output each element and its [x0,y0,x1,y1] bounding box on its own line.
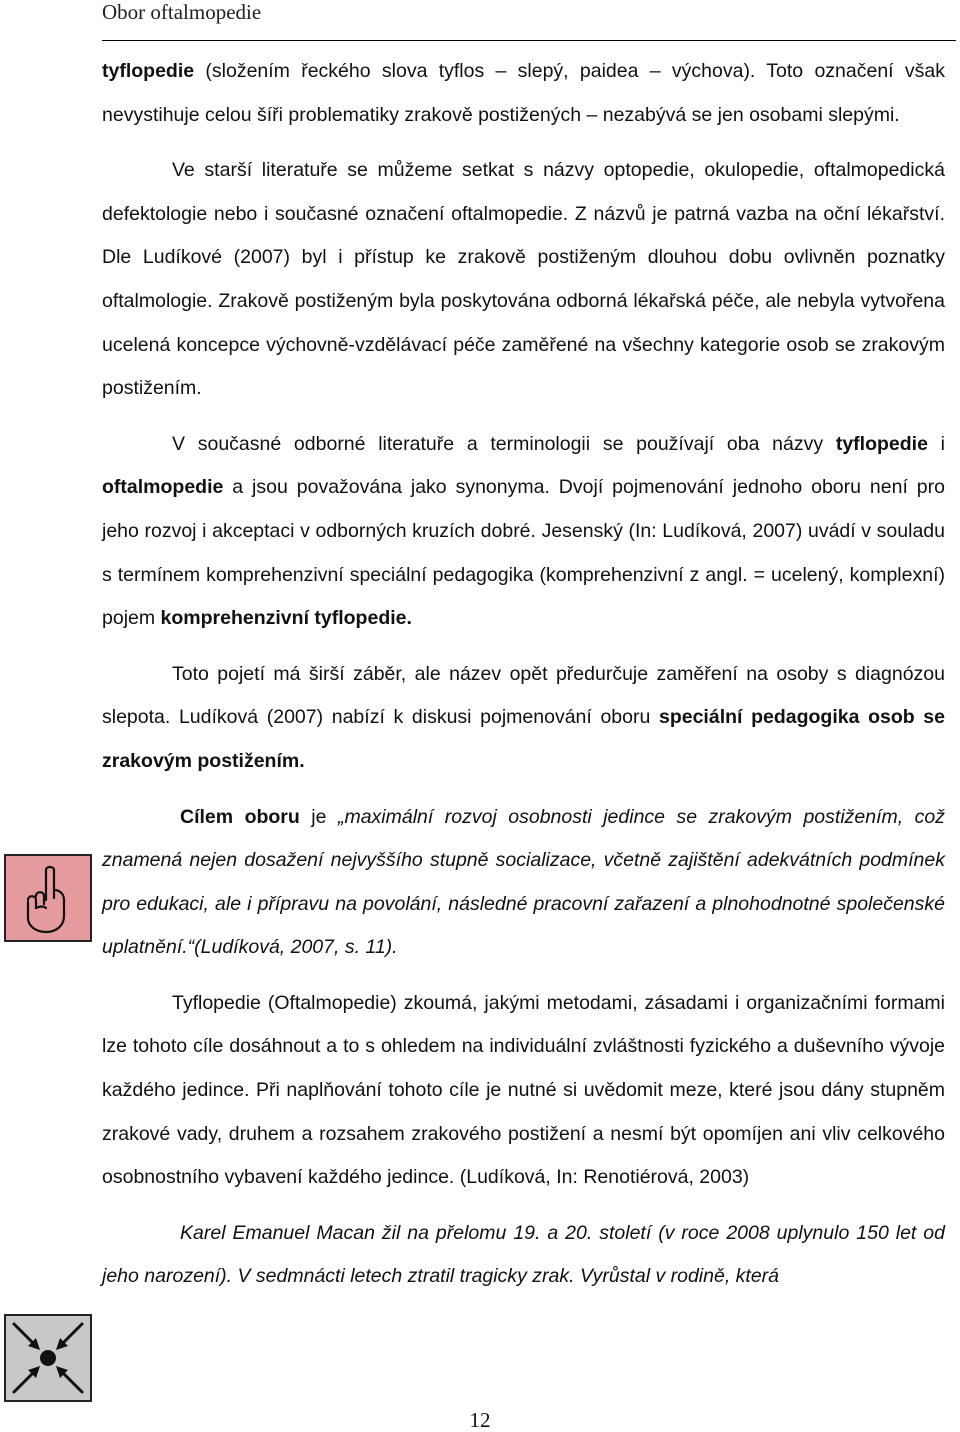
header-title: Obor oftalmopedie [102,0,262,24]
focus-arrows-icon [4,1314,92,1402]
paragraph-terminology [102,423,945,641]
goal-quote: „maximální rozvoj osobnosti jedince se zrakovým postižením, což znamená nejen dosažení nejvyššího stupně socializace, včetně zajištění adekvátních podmínek pro edukaci, ale i přípravu na povolání, následné pracovní zařazení a plnohodnotné společenské uplatnění.“(Ludíková, 2007, s. 11). [102,805,945,959]
term-oftalmopedie: oftalmopedie [102,476,224,499]
page-header [102,0,956,41]
paragraph-tyflopedie [102,50,945,137]
pointing-hand-icon [4,854,92,942]
term-specialni-pedagogika: speciální pedagogika osob se zrakovým postižením. [102,706,945,772]
page-number: 12 [469,1408,491,1432]
paragraph-scope [102,653,945,784]
paragraph-text: (složením řeckého slova tyflos – slepý, paidea – výchova). Toto označení však nevystihuje celou šíři problematiky zrakově postižených – nezabývá se jen osobami slepými. [102,60,945,126]
text: a jsou považována jako synonyma. Dvojí pojmenování jednoho oboru není pro jeho rozvoj i akceptaci v odborných kruzích dobré. Jesenský (In: Ludíková, 2007) uvádí v souladu s termínem komprehenzivní speciální pedagogika (komprehenzivní z angl. = ucelený, komplexní) pojem [102,476,945,630]
text: Toto pojetí má širší záběr, ale název opět předurčuje zaměření na osoby s diagnózou slepota. Ludíková (2007) nabízí k diskusi pojmenování oboru [102,662,945,729]
paragraph-goal [102,796,945,970]
paragraph-methods: Tyflopedie (Oftalmopedie) zkoumá, jakými metodami, zásadami i organizačními formami lze tohoto cíle dosáhnout a to s ohledem na individuální zvláštnosti fyzického a duševního vývoje každého jedince. Při naplňování tohoto cíle je nutné si uvědomit meze, které jsou dány stupněm zrakové vady, druhem a rozsahem zrakového postižení a nesmí být opomíjen ani vliv celkového osobnostního vybavení každého jedince. (Ludíková, In: Renotiérová, 2003) [102,991,945,1189]
text: i [927,432,945,455]
paragraph-literature: Ve starší literatuře se můžeme setkat s názvy optopedie, okulopedie, oftalmopedická defektologie nebo i současné označení oftalmopedie. Z názvů je patrná vazba na oční lékařství. Dle Ludíkové (2007) byl i přístup ke zrakově postiženým dlouhou dobu ovlivněn poznatky oftalmologie. Zrakově postiženým byla poskytována odborná lékařská péče, ale nebyla vytvořena ucelená koncepce výchovně-vzdělávací péče zaměřené na všechny kategorie osob se zrakovým postižením. [102,159,945,400]
term-komprehenzivni-tyflopedie: komprehenzivní tyflopedie. [160,607,412,630]
text: je [299,805,338,828]
goal-label: Cílem oboru [180,805,300,828]
paragraph-macan: Karel Emanuel Macan žil na přelomu 19. a 20. století (v roce 2008 uplynulo 150 let od jeho narození). V sedmnácti letech ztratil tragicky zrak. Vyrůstal v rodině, která [102,1221,945,1288]
page-content [102,50,945,1299]
text: V současné odborné literatuře a terminologii se používají oba názvy [172,432,836,455]
term-tyflopedie: tyflopedie [835,432,928,455]
term-tyflopedie: tyflopedie [102,60,195,82]
